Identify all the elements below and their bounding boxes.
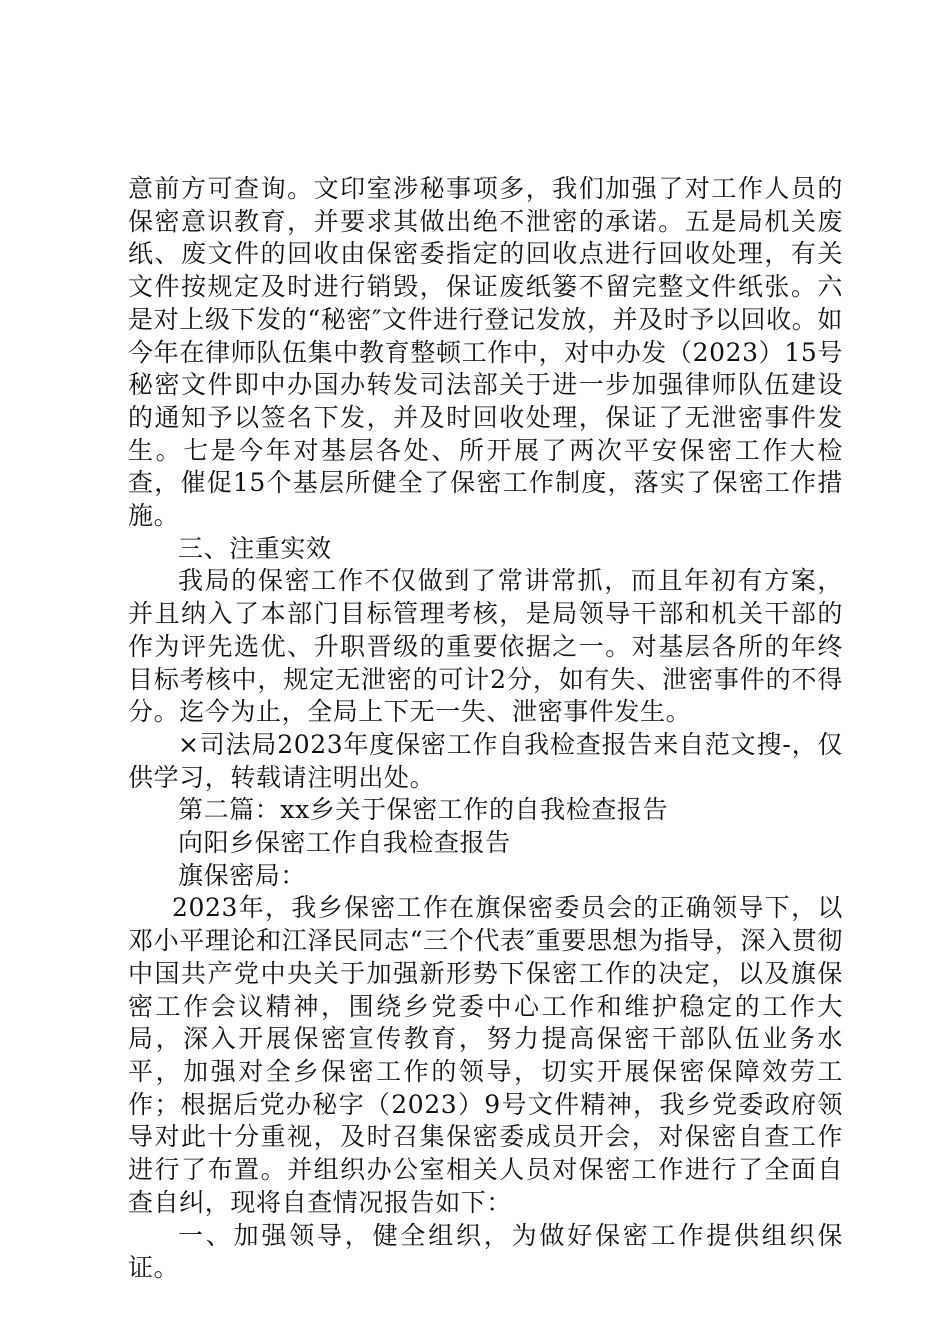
paragraph-effectiveness: 我局的保密工作不仅做到了常讲常抓，而且年初有方案，并且纳入了本部门目标管理考核，是局领导干部和机关干部的作为评先选优、升职晋级的重要依据之一。对基层各所的年终目标考核中，规定无泄密的可计2分，如有失、泄密事件的不得分。迄今为止，全局上下无一失、泄密事件发生。 — [128, 566, 843, 727]
document-body — [128, 173, 843, 1285]
paragraph-report-intro: 2023年，我乡保密工作在旗保密委员会的正确领导下，以邓小平理论和江泽民同志“三个代表″重要思想为指导，深入贯彻中国共产党中央关于加强新形势下保密工作的决定，以及旗保密工作会议精神，围绕乡党委中心工作和维护稳定的工作大局，深入开展保密宣传教育，努力提高保密干部队伍业务水平，加强对全乡保密工作的领导，切实开展保密保障效劳工作；根据后党办秘字（2023）9号文件精神，我乡党委政府领导对此十分重视，及时召集保密委成员开会，对保密自查工作进行了布置。并组织办公室相关人员对保密工作进行了全面自查自纠，现将自查情况报告如下： — [128, 893, 843, 1217]
report-addressee: 旗保密局： — [178, 860, 307, 890]
section-heading-one: 一、加强领导，健全组织，为做好保密工作提供组织保证。 — [128, 1220, 843, 1283]
section-heading-three: 三、注重实效 — [178, 533, 332, 563]
report-title: 向阳乡保密工作自我检查报告 — [178, 828, 511, 858]
paragraph-source-note: ×司法局2023年度保密工作自我检查报告来自范文搜-，仅供学习，转载请注明出处。 — [128, 729, 843, 792]
chapter-title-second: 第二篇：xx乡关于保密工作的自我检查报告 — [178, 795, 669, 825]
paragraph-continued: 意前方可查询。文印室涉秘事项多，我们加强了对工作人员的保密意识教育，并要求其做出绝不泄密的承诺。五是局机关废纸、废文件的回收由保密委指定的回收点进行回收处理，有关文件按规定及时进行销毁，保证废纸篓不留完整文件纸张。六是对上级下发的“秘密″文件进行登记发放，并及时予以回收。如今年在律师队伍集中教育整顿工作中，对中办发（2023）15号秘密文件即中办国办转发司法部关于进一步加强律师队伍建设的通知予以签名下发，并及时回收处理，保证了无泄密事件发生。七是今年对基层各处、所开展了两次平安保密工作大检查，催促15个基层所健全了保密工作制度，落实了保密工作措施。 — [128, 174, 843, 531]
